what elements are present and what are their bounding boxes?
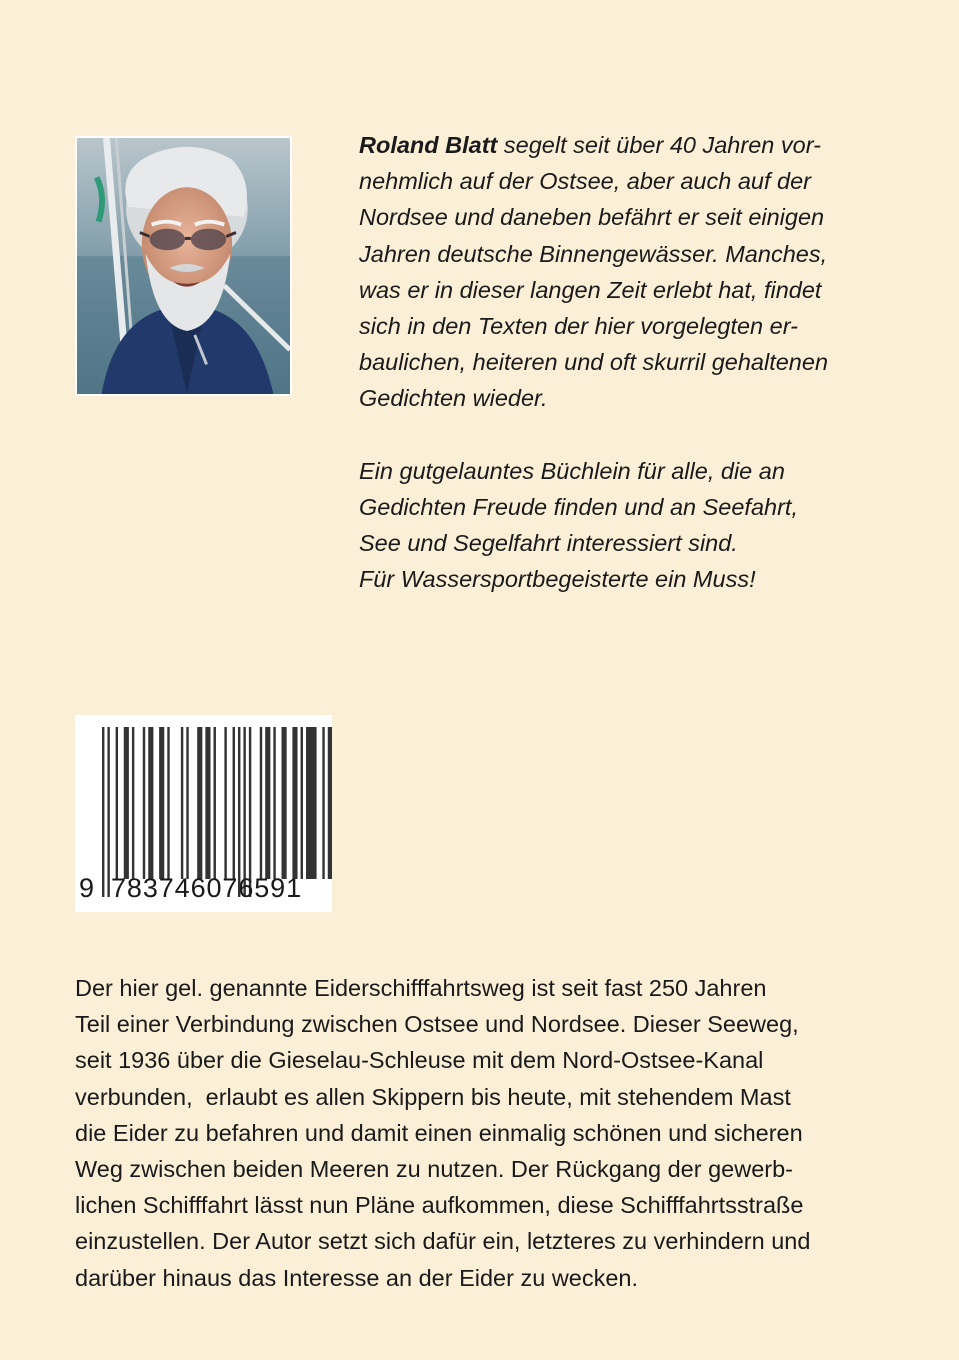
barcode-bar	[132, 727, 134, 879]
bio-paragraph-1	[359, 127, 889, 417]
author-name: Roland Blatt	[359, 132, 498, 158]
author-portrait-image	[77, 138, 290, 394]
barcode-bar	[301, 727, 303, 879]
bio-line: See und Segelfahrt interessiert sind.	[359, 530, 738, 557]
barcode-bar	[322, 727, 324, 879]
description-line: einzustellen. Der Autor setzt sich dafür ein, letzteres zu verhindern und	[75, 1228, 811, 1255]
barcode-bar	[243, 727, 245, 897]
barcode-bar	[186, 727, 188, 879]
barcode-bar	[181, 727, 183, 879]
bio-line: was er in dieser langen Zeit erlebt hat, findet	[359, 276, 822, 303]
barcode-bar	[143, 727, 145, 879]
barcode-bar	[124, 727, 129, 879]
barcode-bar	[197, 727, 202, 879]
barcode-bar	[260, 727, 262, 879]
barcode-bar	[282, 727, 287, 879]
barcode-bar	[306, 727, 317, 879]
book-description	[75, 970, 895, 1296]
isbn-barcode	[75, 715, 332, 912]
barcode-bar	[107, 727, 109, 897]
description-line: Der hier gel. genannte Eiderschifffahrtsweg ist seit fast 250 Jahren	[75, 975, 767, 1001]
barcode-bar	[265, 727, 270, 879]
description-line: lichen Schifffahrt lässt nun Pläne aufkommen, diese Schifffahrtsstraße	[75, 1192, 804, 1219]
bio-line: Jahren deutsche Binnengewässer. Manches,	[359, 240, 828, 267]
bio-line: nehmlich auf der Ostsee, aber auch auf der	[359, 168, 811, 195]
barcode-bar	[328, 727, 332, 879]
bio-line: baulichen, heiteren und oft skurril gehaltenen	[359, 349, 829, 376]
barcode-bar	[238, 727, 240, 897]
barcode-bar	[148, 727, 153, 879]
barcode-bar	[292, 727, 297, 879]
barcode-bar	[224, 727, 226, 879]
description-line: verbunden, erlaubt es allen Skippern bis heute, mit stehendem Mast	[75, 1083, 791, 1110]
bio-line: sich in den Texten der hier vorgelegten er-	[359, 313, 798, 340]
barcode-bar	[233, 727, 235, 879]
description-line: seit 1936 über die Gieselau-Schleuse mit dem Nord-Ostsee-Kanal	[75, 1047, 764, 1074]
description-line: darüber hinaus das Interesse an der Eider zu wecken.	[75, 1264, 639, 1291]
description-line: Weg zwischen beiden Meeren zu nutzen. Der Rückgang der gewerb-	[75, 1156, 794, 1183]
bio-paragraph-2	[359, 453, 889, 598]
barcode-bar	[273, 727, 275, 879]
barcode-bar	[159, 727, 164, 879]
barcode-bar	[249, 727, 251, 897]
barcode-bar	[102, 727, 104, 897]
bio-line: Gedichten wieder.	[359, 385, 548, 412]
barcode-bar	[214, 727, 216, 879]
description-line: Teil einer Verbindung zwischen Ostsee und Nordsee. Dieser Seeweg,	[75, 1011, 799, 1038]
barcode-bar	[116, 727, 118, 879]
bio-line: Nordsee und daneben befährt er seit einigen	[359, 204, 825, 231]
bio-line: Roland Blatt segelt seit über 40 Jahren vor-	[359, 132, 821, 158]
isbn-first-digit: 9	[79, 873, 95, 903]
bio-line: Gedichten Freude finden und an Seefahrt,	[359, 494, 798, 521]
description-line: die Eider zu befahren und damit einen einmalig schönen und sicheren	[75, 1119, 803, 1146]
bio-line: Für Wassersportbegeisterte ein Muss!	[359, 566, 756, 593]
author-photo	[75, 136, 292, 396]
barcode-bar	[167, 727, 169, 879]
author-bio	[359, 127, 889, 598]
barcode-bar	[205, 727, 210, 879]
bio-line: Ein gutgelauntes Büchlein für alle, die an	[359, 457, 785, 484]
isbn-digits: 783746076591	[111, 873, 302, 903]
